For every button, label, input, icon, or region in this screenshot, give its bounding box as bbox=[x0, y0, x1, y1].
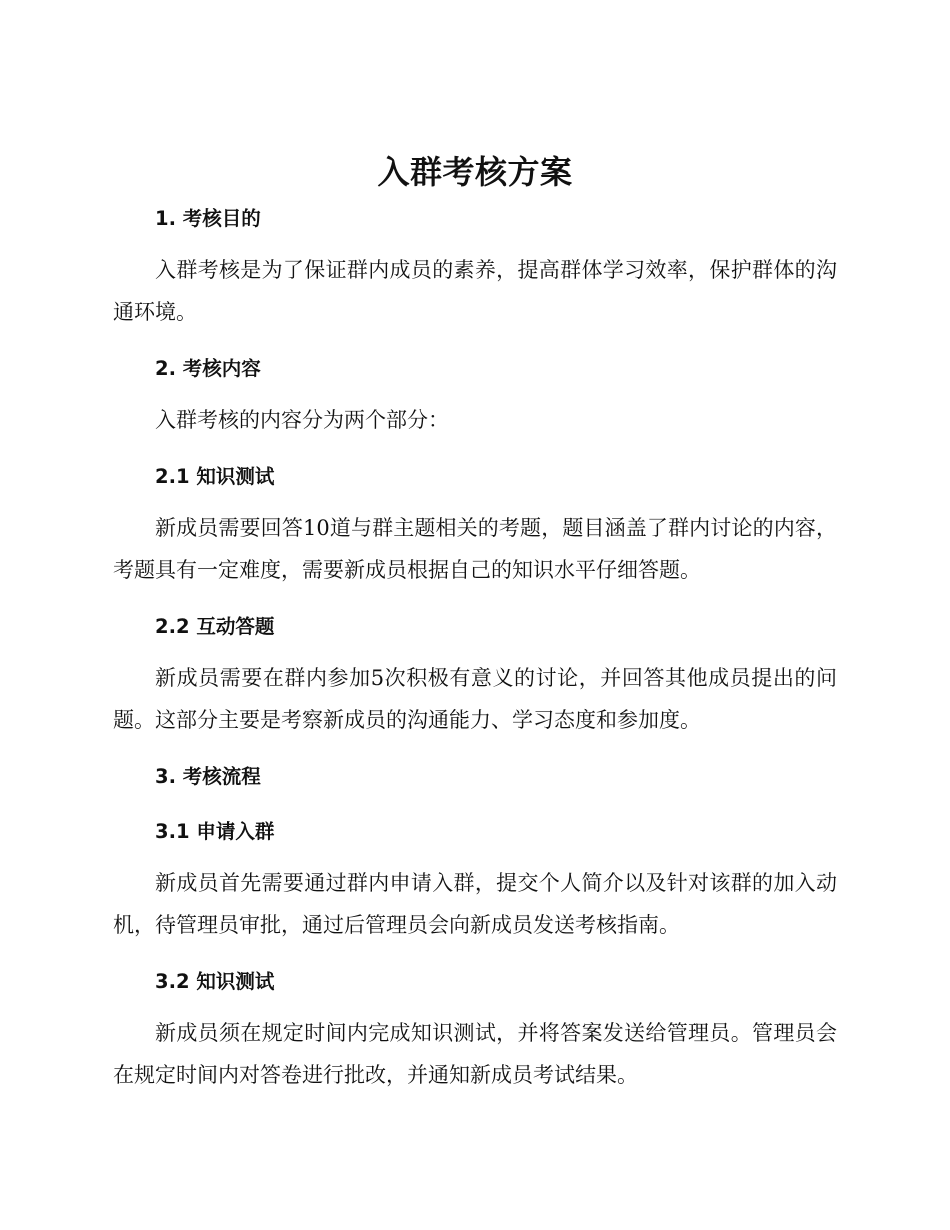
section-heading-interactive-answer: 2.2 互动答题 bbox=[155, 615, 275, 638]
document-body bbox=[113, 148, 837, 1096]
section-heading-purpose: 1. 考核目的 bbox=[155, 207, 261, 230]
section-heading-content: 2. 考核内容 bbox=[155, 357, 261, 380]
section-paragraph-interactive-answer: 新成员需要在群内参加5次积极有意义的讨论，并回答其他成员提出的问题。这部分主要是考察新成员的沟通能力、学习态度和参加度。 bbox=[113, 666, 837, 732]
section-heading-knowledge-test: 2.1 知识测试 bbox=[155, 465, 275, 488]
section-paragraph-apply: 新成员首先需要通过群内申请入群，提交个人简介以及针对该群的加入动机，待管理员审批，通过后管理员会向新成员发送考核指南。 bbox=[113, 871, 837, 937]
section-paragraph-knowledge-test: 新成员需要回答10道与群主题相关的考题，题目涵盖了群内讨论的内容，考题具有一定难度，需要新成员根据自己的知识水平仔细答题。 bbox=[113, 516, 837, 582]
section-heading-apply: 3.1 申请入群 bbox=[155, 820, 275, 843]
section-paragraph-content: 入群考核的内容分为两个部分： bbox=[155, 408, 449, 432]
section-paragraph-process-knowledge-test: 新成员须在规定时间内完成知识测试，并将答案发送给管理员。管理员会在规定时间内对答卷进行批改，并通知新成员考试结果。 bbox=[113, 1021, 837, 1087]
section-paragraph-purpose: 入群考核是为了保证群内成员的素养，提高群体学习效率，保护群体的沟通环境。 bbox=[113, 258, 837, 324]
section-heading-process-knowledge-test: 3.2 知识测试 bbox=[155, 970, 275, 993]
document-title: 入群考核方案 bbox=[377, 153, 573, 191]
section-heading-process: 3. 考核流程 bbox=[155, 765, 261, 788]
